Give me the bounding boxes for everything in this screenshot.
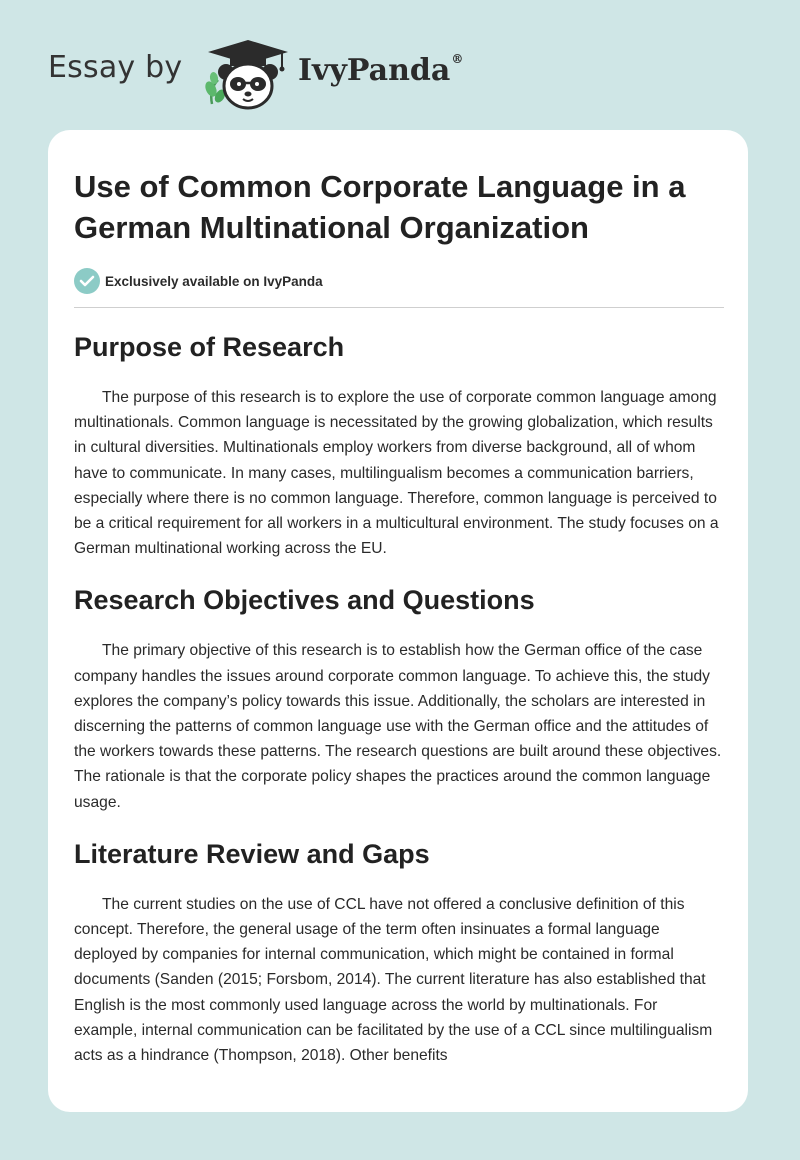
essay-by-label: Essay by [48, 50, 183, 85]
section-heading-literature: Literature Review and Gaps [74, 838, 430, 869]
site-header [0, 0, 800, 130]
essay-card [48, 130, 748, 1112]
divider [74, 307, 724, 308]
brand-name: IvyPanda [298, 53, 451, 88]
brand-logo[interactable] [298, 53, 463, 88]
check-circle-icon [74, 268, 100, 294]
exclusive-badge [74, 268, 724, 294]
section-body-objectives: The primary objective of this research is to establish how the German office of the case company handles the issues around corporate common language. To achieve this, the study explores the company’s policy towards this issue. Additionally, the scholars are interested in discerning the patterns of common language use with the German office and the attitudes of the workers towards these patterns. The research questions are built around these objectives. The rationale is that the corporate policy shapes the practices around the common language usage. [74, 642, 722, 811]
essay-content [74, 130, 724, 1068]
page-title: Use of Common Corporate Language in a German Multinational Organization [74, 169, 686, 245]
section-body-literature: The current studies on the use of CCL have not offered a conclusive definition of this concept. Therefore, the general usage of the term often insinuates a formal language deployed by companies for internal communication, which might be contained in formal documents (Sanden (2015; Forsbom, 2014). The current literature has also established that English is the most commonly used language across the world by multinationals. For example, internal communication can be facilitated by the use of a CCL since multilingualism acts as a hindrance (Thompson, 2018). Other benefits [74, 895, 713, 1065]
section-heading-purpose: Purpose of Research [74, 332, 345, 362]
section-heading-objectives: Research Objectives and Questions [74, 585, 535, 616]
section-body-purpose: The purpose of this research is to explore the use of corporate common language among multinationals. Common language is necessitated by the growing globalization, which results in cultural diversities. Multinationals employ workers from diverse background, all of whom have to communicate. In many cases, multilingualism becomes a communication barriers, especially where there is no common language. Therefore, common language is perceived to be a critical requirement for all workers in a multicultural environment. The study focuses on a German multinational working across the EU. [74, 389, 719, 558]
panda-graduate-icon[interactable] [198, 34, 298, 114]
badge-label: Exclusively available on IvyPanda [105, 273, 323, 289]
registered-mark: ® [451, 52, 464, 66]
